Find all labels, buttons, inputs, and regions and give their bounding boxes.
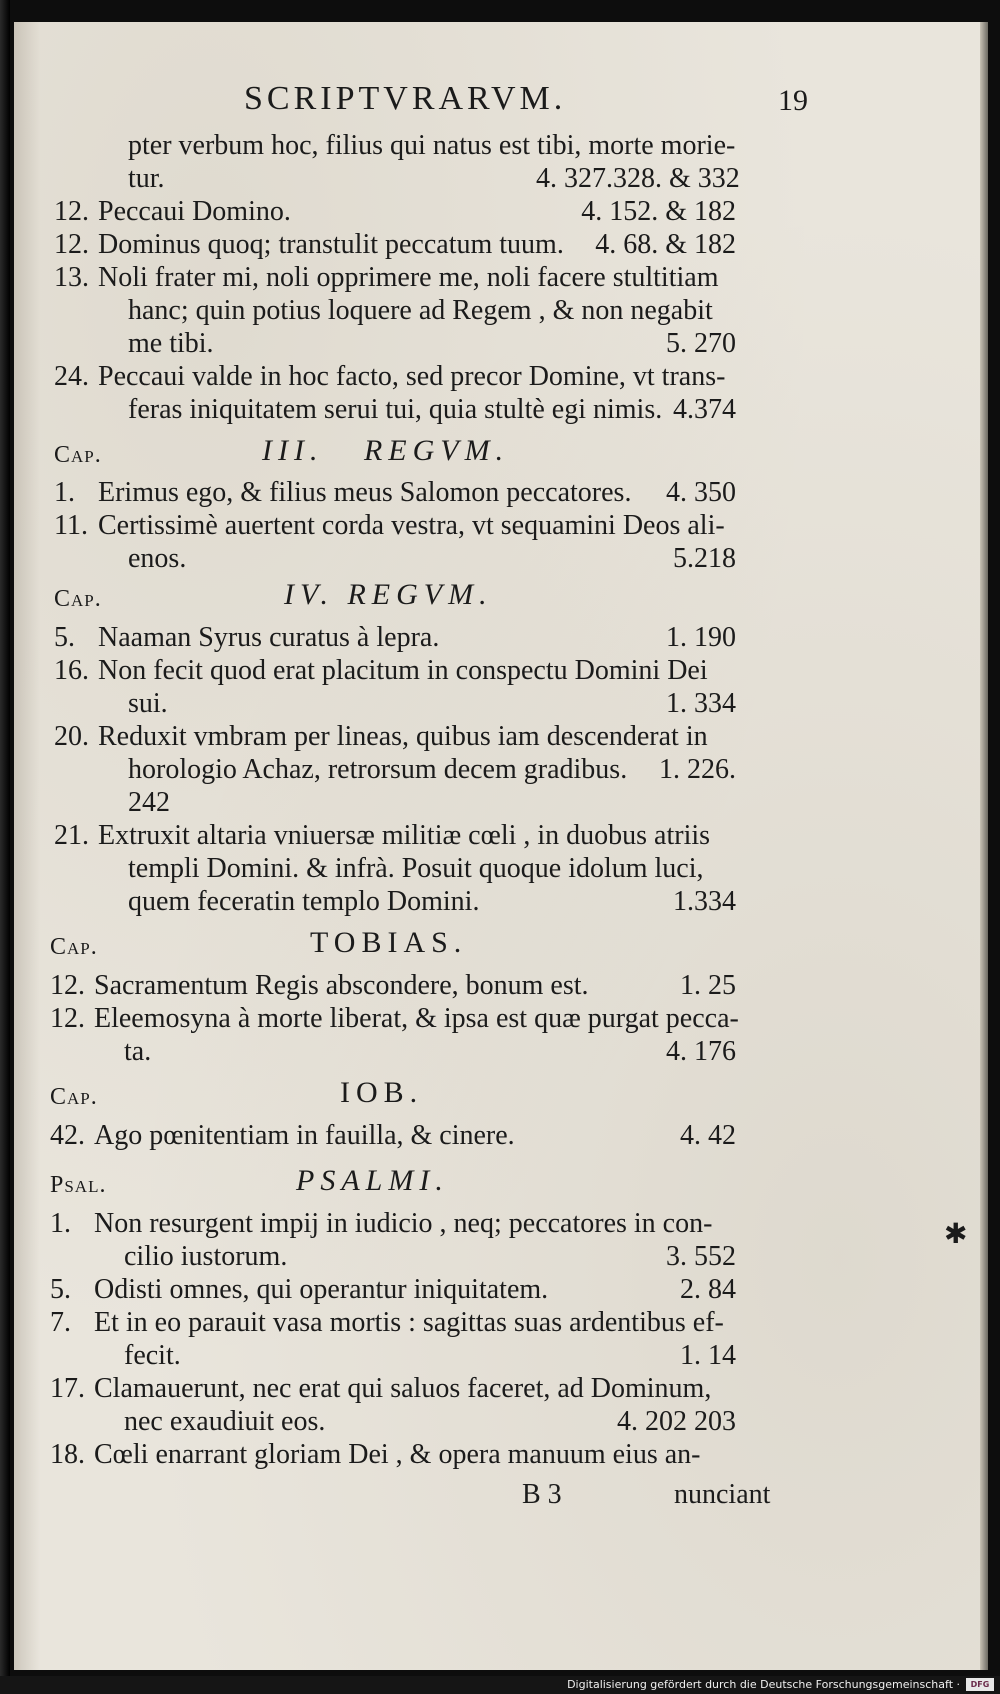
entry-line: 12. Peccaui Domino. 4. 152. & 182 [54, 196, 736, 227]
section-title: IV. REGVM. [284, 578, 493, 611]
page-header [14, 80, 984, 124]
entry-line: 5. Odisti omnes, qui operantur iniquitatem. 2. 84 [50, 1274, 736, 1305]
entry-line: 24. Peccaui valde in hoc facto, sed precor Domine, vt trans- [54, 361, 726, 392]
entry-line: 20. Reduxit vmbram per lineas, quibus iam descenderat in [54, 721, 708, 752]
entry-line: 12. Sacramentum Regis abscondere, bonum est. 1. 25 [50, 970, 736, 1001]
entry-line: feras iniquitatem serui tui, quia stultè egi nimis. 4.374 [128, 394, 736, 425]
entry-line: quem feceratin templo Domini. 1.334 [128, 886, 736, 917]
running-title: SCRIPTVRARVM. [244, 80, 567, 117]
entry-line: enos. 5.218 [128, 543, 736, 574]
entry-line: 16. Non fecit quod erat placitum in conspectu Domini Dei [54, 655, 708, 686]
section-cap-label: Cap. [50, 934, 98, 960]
entry-line: 7. Et in eo parauit vasa mortis : sagittas suas ardentibus ef- [50, 1307, 724, 1338]
entry-line: 1. Non resurgent impij in iudicio , neq; peccatores in con- [50, 1208, 713, 1239]
section-title: PSALMI. [296, 1164, 449, 1197]
book-page [14, 22, 984, 1670]
entry-line: 17. Clamauerunt, nec erat qui saluos faceret, ad Dominum, [50, 1373, 712, 1404]
entry-line: 242 [128, 787, 170, 818]
entry-line: me tibi. 5. 270 [128, 328, 736, 359]
entry-line: sui. 1. 334 [128, 688, 736, 719]
section-cap-label: Cap. [50, 1084, 98, 1110]
section-cap-label: Cap. [54, 586, 102, 612]
entry-line: ta. 4. 176 [124, 1036, 736, 1067]
catchword: nunciant [674, 1479, 771, 1510]
entry-line: horologio Achaz, retrorsum decem gradibus. 1. 226. [128, 754, 736, 785]
entry-line: 11. Certissimè auertent corda vestra, vt sequamini Deos ali- [54, 510, 725, 541]
page-edge [980, 22, 988, 1670]
entry-line: 1. Erimus ego, & filius meus Salomon peccatores. 4. 350 [54, 477, 736, 508]
binding-edge [0, 0, 10, 1676]
page-number: 19 [778, 84, 808, 117]
section-cap-label: Psal. [50, 1172, 107, 1198]
entry-line: 13. Noli frater mi, noli opprimere me, noli facere stultitiam [54, 262, 719, 293]
entry-line: tur. 4. 327.328. & 332 [128, 163, 740, 194]
section-title: TOBIAS. [310, 926, 468, 959]
entry-line: 12. Dominus quoq; transtulit peccatum tuum. 4. 68. & 182 [54, 229, 736, 260]
entry-line: fecit. 1. 14 [124, 1340, 736, 1371]
entry-line: hanc; quin potius loquere ad Regem , & non negabit [128, 295, 713, 326]
section-title: III. REGVM. [262, 434, 510, 467]
entry-line: 42. Ago pœnitentiam in fauilla, & cinere. 4. 42 [50, 1120, 736, 1151]
entry-line: 5. Naaman Syrus curatus à lepra. 1. 190 [54, 622, 736, 653]
entry-line: templi Domini. & infrà. Posuit quoque idolum luci, [128, 853, 704, 884]
signature-mark: B 3 [522, 1479, 562, 1510]
entry-line: 12. Eleemosyna à morte liberat, & ipsa est quæ purgat pecca- [50, 1003, 739, 1034]
section-cap-label: Cap. [54, 442, 102, 468]
margin-asterisk-mark: ✱ [944, 1219, 968, 1250]
entry-line: nec exaudiuit eos. 4. 202 203 [124, 1406, 736, 1437]
dfg-logo: DFG [966, 1678, 994, 1691]
entry-line: 21. Extruxit altaria vniuersæ militiæ cœli , in duobus atriis [54, 820, 711, 851]
funding-credit: Digitalisierung gefördert durch die Deutsche Forschungsgemeinschaft · [567, 1678, 960, 1691]
entry-line: pter verbum hoc, filius qui natus est tibi, morte morie- [128, 130, 736, 161]
entry-line: 18. Cœli enarrant gloriam Dei , & opera manuum eius an- [50, 1439, 701, 1470]
digitization-footer [0, 1676, 1000, 1694]
entry-line: cilio iustorum. 3. 552 [124, 1241, 736, 1272]
section-title: IOB. [340, 1076, 424, 1109]
